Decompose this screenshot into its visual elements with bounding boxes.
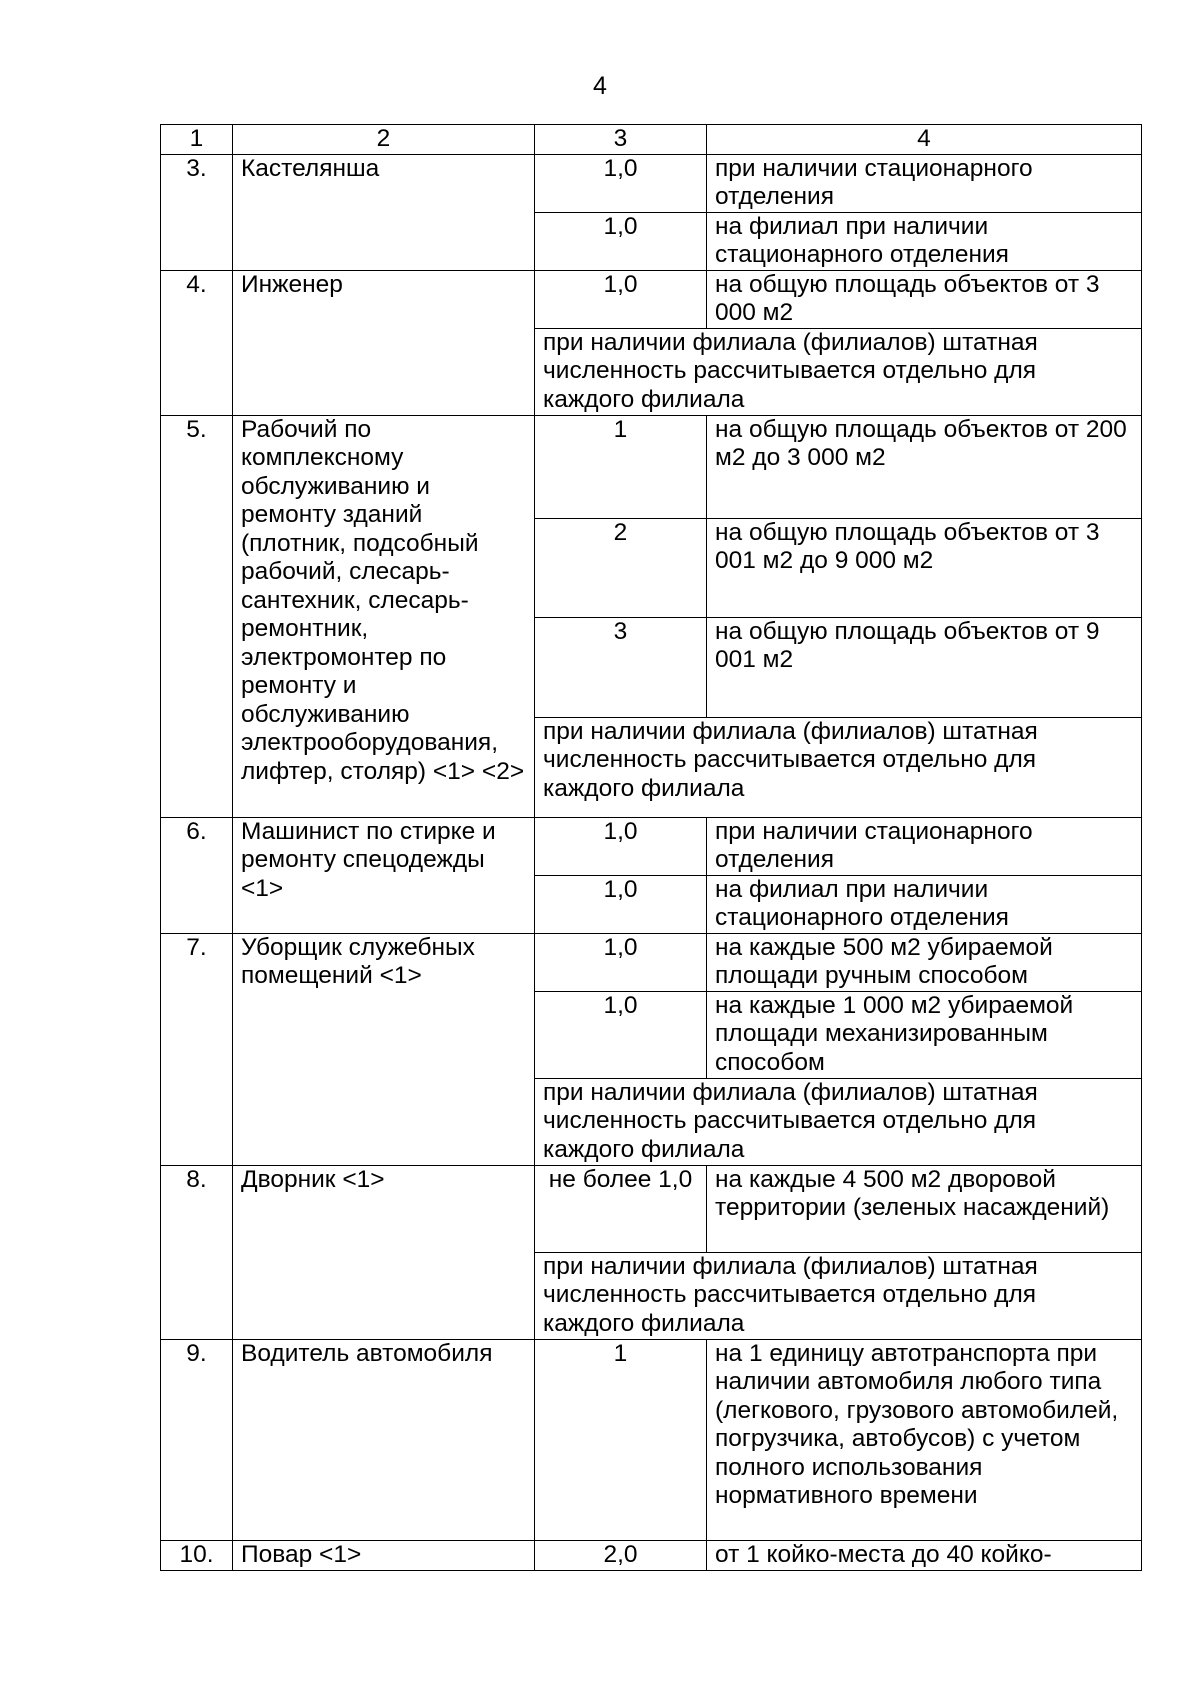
branch-note: при наличии филиала (филиалов) штатная численность рассчитывается отдельно для каждого филиала: [535, 328, 1142, 415]
staffing-condition: на общую площадь объектов от 3 000 м2: [707, 270, 1142, 328]
staff-quantity: 2,0: [535, 1540, 707, 1570]
staff-quantity: 1,0: [535, 875, 707, 933]
position-name: Рабочий по комплексному обслуживанию и ремонту зданий (плотник, подсобный рабочий, слесарь-сантехник, слесарь-ремонтник, электромонтер по ремонту и обслуживанию электрооборудования, лифтер, столяр) <1> <2>: [233, 415, 535, 817]
column-header: 4: [707, 125, 1142, 155]
column-header: 1: [161, 125, 233, 155]
branch-note: при наличии филиала (филиалов) штатная численность рассчитывается отдельно для каждого филиала: [535, 717, 1142, 817]
staffing-condition: на каждые 1 000 м2 убираемой площади механизированным способом: [707, 991, 1142, 1078]
staff-quantity: 1,0: [535, 270, 707, 328]
position-name: Дворник <1>: [233, 1165, 535, 1339]
row-number: 5.: [161, 415, 233, 817]
staff-quantity: не более 1,0: [535, 1165, 707, 1252]
position-name: Водитель автомобиля: [233, 1339, 535, 1540]
branch-note: при наличии филиала (филиалов) штатная численность рассчитывается отдельно для каждого филиала: [535, 1078, 1142, 1165]
position-name: Повар <1>: [233, 1540, 535, 1570]
staff-quantity: 2: [535, 518, 707, 617]
staffing-condition: при наличии стационарного отделения: [707, 154, 1142, 212]
row-number: 8.: [161, 1165, 233, 1339]
position-name: Кастелянша: [233, 154, 535, 270]
page-number: 4: [593, 72, 607, 100]
position-name: Уборщик служебных помещений <1>: [233, 933, 535, 1165]
table-row: [161, 817, 1142, 875]
staffing-condition: на каждые 4 500 м2 дворовой территории (зеленых насаждений): [707, 1165, 1142, 1252]
row-number: 6.: [161, 817, 233, 933]
staffing-condition: на филиал при наличии стационарного отделения: [707, 875, 1142, 933]
staff-quantity: 1: [535, 415, 707, 518]
staffing-condition: на 1 единицу автотранспорта при наличии автомобиля любого типа (легкового, грузового автомобилей, погрузчика, автобусов) с учетом полного использования нормативного времени: [707, 1339, 1142, 1540]
position-name: Машинист по стирке и ремонту спецодежды <1>: [233, 817, 535, 933]
table-row: [161, 154, 1142, 212]
staffing-condition: на каждые 500 м2 убираемой площади ручным способом: [707, 933, 1142, 991]
staff-quantity: 1,0: [535, 154, 707, 212]
table-row: [161, 1165, 1142, 1252]
table-row: [161, 1540, 1142, 1570]
staffing-condition: при наличии стационарного отделения: [707, 817, 1142, 875]
staff-quantity: 1,0: [535, 933, 707, 991]
staffing-condition: от 1 койко-места до 40 койко-: [707, 1540, 1142, 1570]
table-header-row: [161, 125, 1142, 155]
staff-quantity: 1,0: [535, 817, 707, 875]
table-row: [161, 270, 1142, 328]
staffing-condition: на общую площадь объектов от 3 001 м2 до 9 000 м2: [707, 518, 1142, 617]
table-row: [161, 933, 1142, 991]
table-row: [161, 1339, 1142, 1540]
row-number: 3.: [161, 154, 233, 270]
table-row: [161, 415, 1142, 518]
staffing-table: [160, 124, 1142, 1571]
staff-quantity: 1: [535, 1339, 707, 1540]
branch-note: при наличии филиала (филиалов) штатная численность рассчитывается отдельно для каждого филиала: [535, 1252, 1142, 1339]
staff-quantity: 1,0: [535, 212, 707, 270]
row-number: 9.: [161, 1339, 233, 1540]
staffing-condition: на общую площадь объектов от 9 001 м2: [707, 617, 1142, 717]
staffing-condition: на общую площадь объектов от 200 м2 до 3 000 м2: [707, 415, 1142, 518]
staff-quantity: 1,0: [535, 991, 707, 1078]
column-header: 2: [233, 125, 535, 155]
column-header: 3: [535, 125, 707, 155]
row-number: 10.: [161, 1540, 233, 1570]
staff-quantity: 3: [535, 617, 707, 717]
row-number: 4.: [161, 270, 233, 415]
position-name: Инженер: [233, 270, 535, 415]
staffing-condition: на филиал при наличии стационарного отделения: [707, 212, 1142, 270]
row-number: 7.: [161, 933, 233, 1165]
